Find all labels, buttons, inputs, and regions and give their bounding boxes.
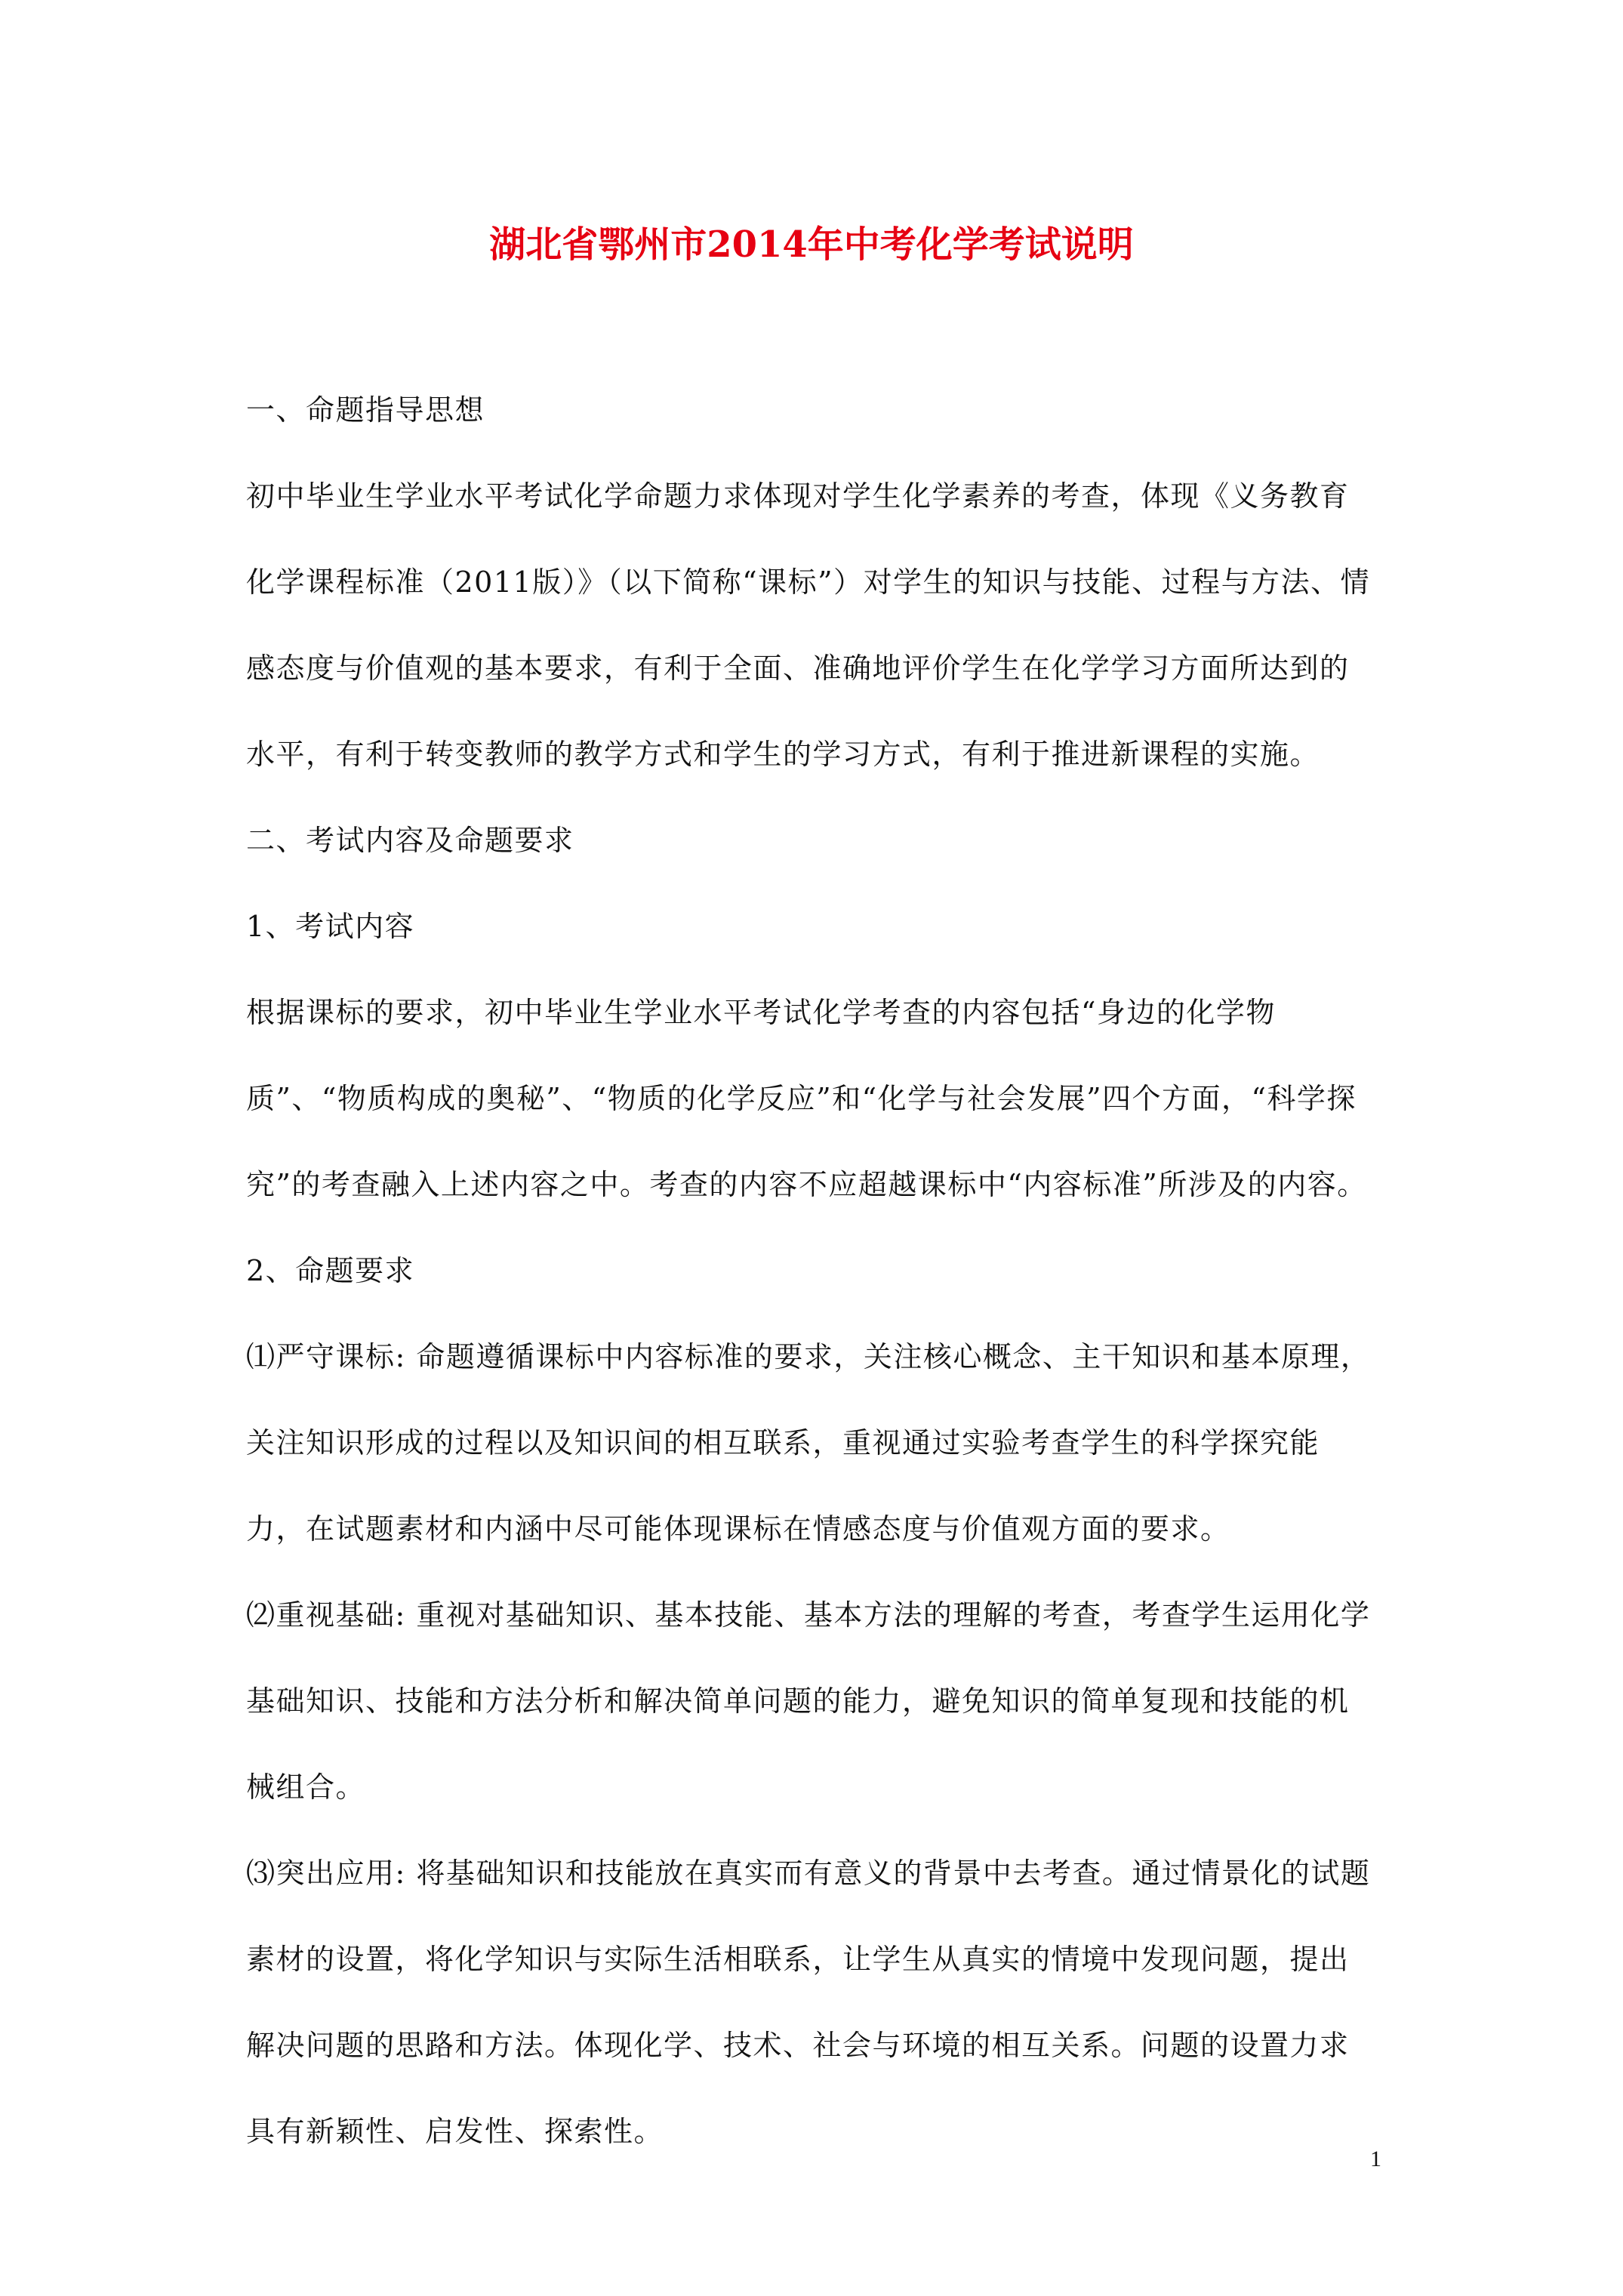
- section-heading-2: 二、考试内容及命题要求: [246, 824, 574, 857]
- subsection-heading-content: 1、考试内容: [246, 910, 415, 943]
- paragraph-requirement-2: ⑵重视基础: 重视对基础知识、基本技能、基本方法的理解的考查，考查学生运用化学基础知识、技能和方法分析和解决简单问题的能力，避免知识的简单复现和技能的机械组合。: [246, 1598, 1371, 1804]
- document-title: 湖北省鄂州市2014年中考化学考试说明: [489, 223, 1134, 266]
- paragraph-requirement-3: ⑶突出应用: 将基础知识和技能放在真实而有意义的背景中去考查。通过情景化的试题素材的设置，将化学知识与实际生活相联系，让学生从真实的情境中发现问题，提出解决问题的思路和方法。体现化学、技术、社会与环境的相互关系。问题的设置力求具有新颖性、启发性、探索性。: [246, 1857, 1371, 2148]
- paragraph-exam-content: 根据课标的要求，初中毕业生学业水平考试化学考查的内容包括“身边的化学物质”、“物质构成的奥秘”、“物质的化学反应”和“化学与社会发展”四个方面，“科学探究”的考查融入上述内容之中。考查的内容不应超越课标中“内容标准”所涉及的内容。: [246, 996, 1367, 1201]
- subsection-heading-requirements: 2、命题要求: [246, 1254, 415, 1287]
- page-number: 1: [1370, 2147, 1381, 2171]
- paragraph-requirement-1: ⑴严守课标: 命题遵循课标中内容标准的要求，关注核心概念、主干知识和基本原理，关注知识形成的过程以及知识间的相互联系，重视通过实验考查学生的科学探究能力，在试题素材和内涵中尽可能体现课标在情感态度与价值观方面的要求。: [246, 1340, 1371, 1546]
- section-heading-1: 一、命题指导思想: [246, 393, 485, 427]
- document-body: [246, 367, 1378, 2174]
- paragraph-guiding-idea: 初中毕业生学业水平考试化学命题力求体现对学生化学素养的考查，体现《义务教育化学课程标准（2011版）》（以下简称“课标”）对学生的知识与技能、过程与方法、情感态度与价值观的基本要求，有利于全面、准确地评价学生在化学学习方面所达到的水平，有利于转变教师的教学方式和学生的学习方式，有利于推进新课程的实施。: [246, 479, 1371, 771]
